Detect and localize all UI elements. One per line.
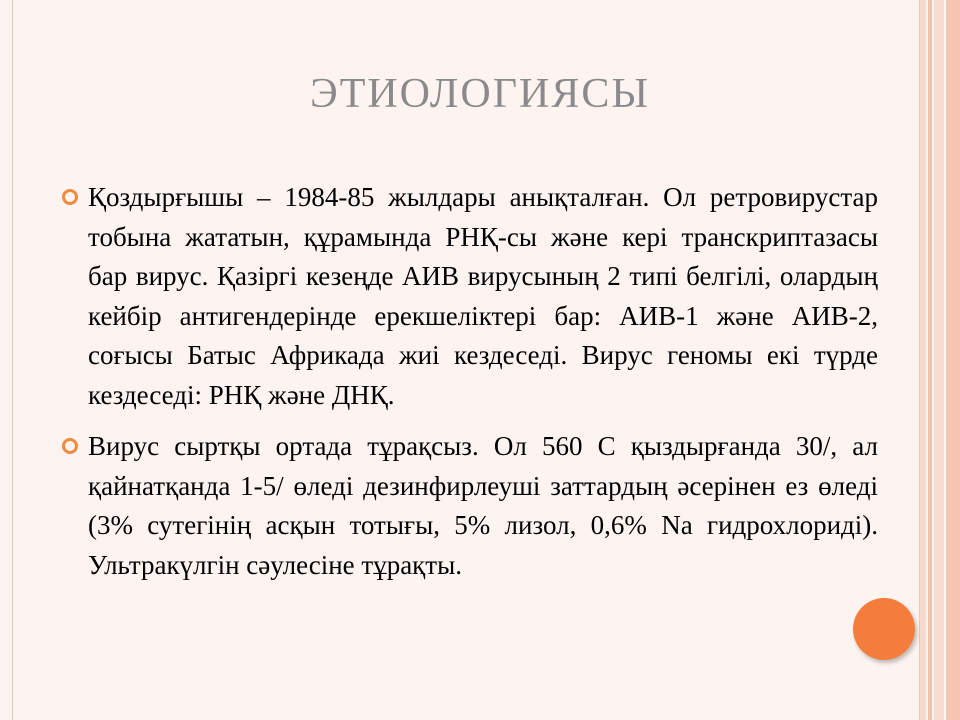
slide-title: ЭТИОЛОГИЯСЫ — [309, 71, 651, 117]
bullet-icon — [62, 189, 78, 205]
orange-circle-icon — [853, 598, 915, 660]
bullet-paragraph — [62, 178, 878, 415]
bullet-paragraph — [62, 427, 878, 585]
paragraph-text: Қоздырғышы – 1984-85 жылдары анықталған. Ол ретровирустар тобына жататын, құрамында РНҚ-сы және кері транскриптазасы бар вирус. Қазіргі кезеңде АИВ вирусының 2 типі белгілі, олардың кейбір антигендерінде ерекшеліктері бар: АИВ-1 және АИВ-2, соғысы Батыс Африкада жиі кездеседі. Вирус геномы екі түрде кездеседі: РНҚ және ДНҚ. — [88, 182, 878, 410]
slide-content — [62, 178, 878, 597]
paragraph-text: Вирус сыртқы ортада тұрақсыз. Ол 560 С қыздырғанда 30/, ал қайнатқанда 1-5/ өледі дезинфирлеуші заттардың әсерінен ез өледі (3% сутегінің асқын тотығы, 5% лизол, 0,6% Na гидрохлориді). Ультракүлгін сәулесіне тұрақты. — [88, 431, 878, 580]
bullet-icon — [62, 438, 78, 454]
